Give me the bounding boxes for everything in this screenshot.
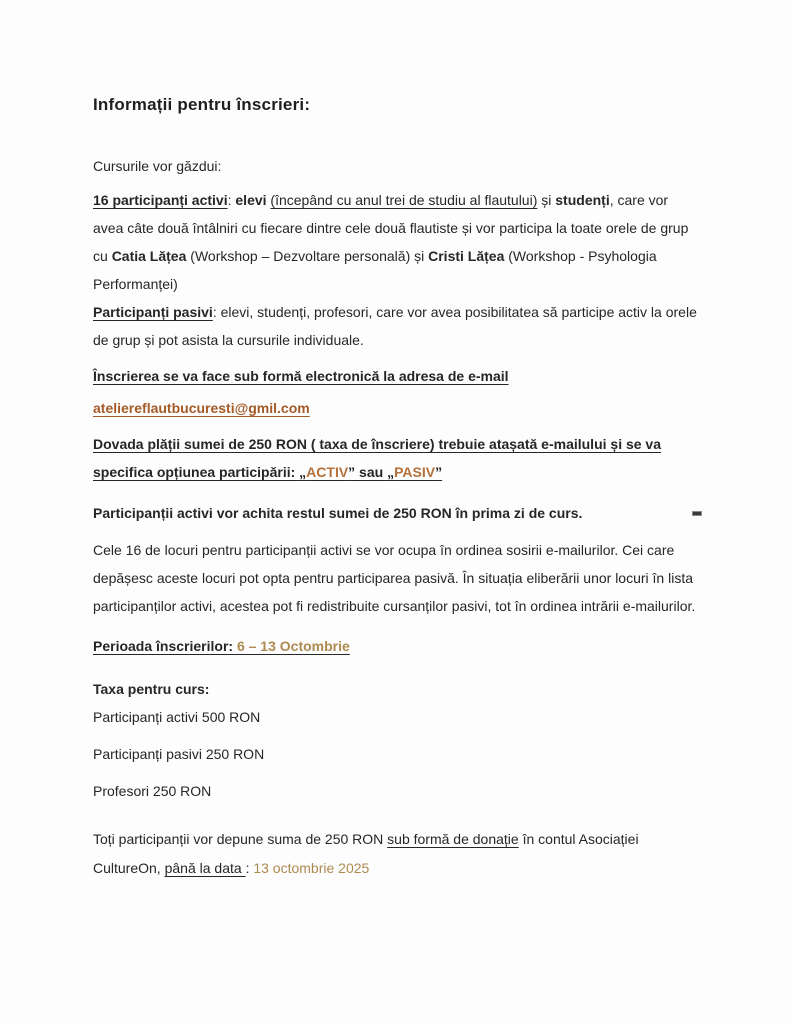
text-run: (Workshop – Dezvoltare personală) și xyxy=(186,248,429,264)
option-pasiv: PASIV xyxy=(394,464,436,480)
passive-participants-label: Participanți pasivi xyxy=(93,304,213,320)
registration-period-label: Perioada înscrierilor: xyxy=(93,638,237,654)
intro-line: Cursurile vor găzdui: xyxy=(93,158,222,174)
active-participants-label: 16 participanți activi xyxy=(93,192,228,208)
passive-participants-paragraph xyxy=(93,298,700,354)
registration-period-dates: 6 – 13 Octombrie xyxy=(236,638,350,654)
donation-form-note: sub formă de donație xyxy=(387,831,519,847)
deadline-date: 13 octombrie 2025 xyxy=(253,860,370,876)
text-run: ” sau xyxy=(348,464,388,480)
text-run: Toți participanții vor depune suma de 250 RON xyxy=(93,831,388,847)
teacher-name-cristi: Cristi Lățea xyxy=(428,248,505,264)
option-activ: ACTIV xyxy=(306,464,349,480)
text-run: Dovada plății sumei de 250 RON ( taxa de înscriere) trebuie atașată e-mailului și se va specifica opțiunea participării: xyxy=(93,436,662,480)
registration-period-heading xyxy=(93,632,700,660)
text-run: : xyxy=(227,192,236,208)
quote-mark: „ xyxy=(299,464,307,480)
text-run: : elevi, studenți, profesori, care vor avea posibilitatea să participe activ la orele de grup și pot asista la cursurile individuale. xyxy=(93,304,697,348)
donation-paragraph xyxy=(93,825,700,883)
quote-mark: „ xyxy=(387,464,395,480)
text-run: și xyxy=(537,192,556,208)
text-run: în contul Asociației CultureOn, xyxy=(93,831,639,876)
active-participants-paragraph xyxy=(93,186,700,298)
teacher-name-catia: Catia Lățea xyxy=(111,248,187,264)
payment-proof-heading xyxy=(93,430,700,486)
fee-active-line: Participanți activi 500 RON xyxy=(93,709,261,725)
fee-passive-line: Participanți pasivi 250 RON xyxy=(93,746,265,762)
email-link[interactable]: ateliereflautbucuresti@gmil.com xyxy=(93,400,310,416)
stray-dash-mark xyxy=(692,511,702,516)
fee-professors-line: Profesori 250 RON xyxy=(93,783,212,799)
text-run-studenti: studenți xyxy=(555,192,610,208)
seat-allocation-paragraph: Cele 16 de locuri pentru participanții activi se vor ocupa în ordinea sosirii e-mailurilor. Cei care depășesc aceste locuri pot opta pentru participarea pasivă. În situația eliberării unor locuri în lista participanților activi, acestea pot fi redistribuite cursanților pasivi, tot în ordinea intrării e-mailurilor. xyxy=(93,542,696,614)
text-run: , care vor avea câte două întâlniri cu fiecare dintre cele două flautiste și vor participa la toate orele de grup cu xyxy=(93,192,689,264)
study-year-note: (începând cu anul trei de studiu al flautului) xyxy=(270,192,538,208)
email-paragraph xyxy=(93,394,700,422)
text-run: : xyxy=(245,860,254,876)
text-run: (Workshop - Psyhologia Performanței) xyxy=(93,248,657,292)
text-run-elevi: elevi xyxy=(235,192,267,208)
remaining-payment-paragraph: Participanții activi vor achita restul sumei de 250 RON în prima zi de curs. xyxy=(93,505,583,521)
page-title: Informații pentru înscrieri: xyxy=(93,95,311,114)
deadline-label: până la data xyxy=(164,860,246,876)
course-fee-heading: Taxa pentru curs: xyxy=(93,681,210,697)
quote-mark: ” xyxy=(435,464,443,480)
registration-email-heading: Înscrierea se va face sub formă electronică la adresa de e-mail xyxy=(93,368,509,384)
